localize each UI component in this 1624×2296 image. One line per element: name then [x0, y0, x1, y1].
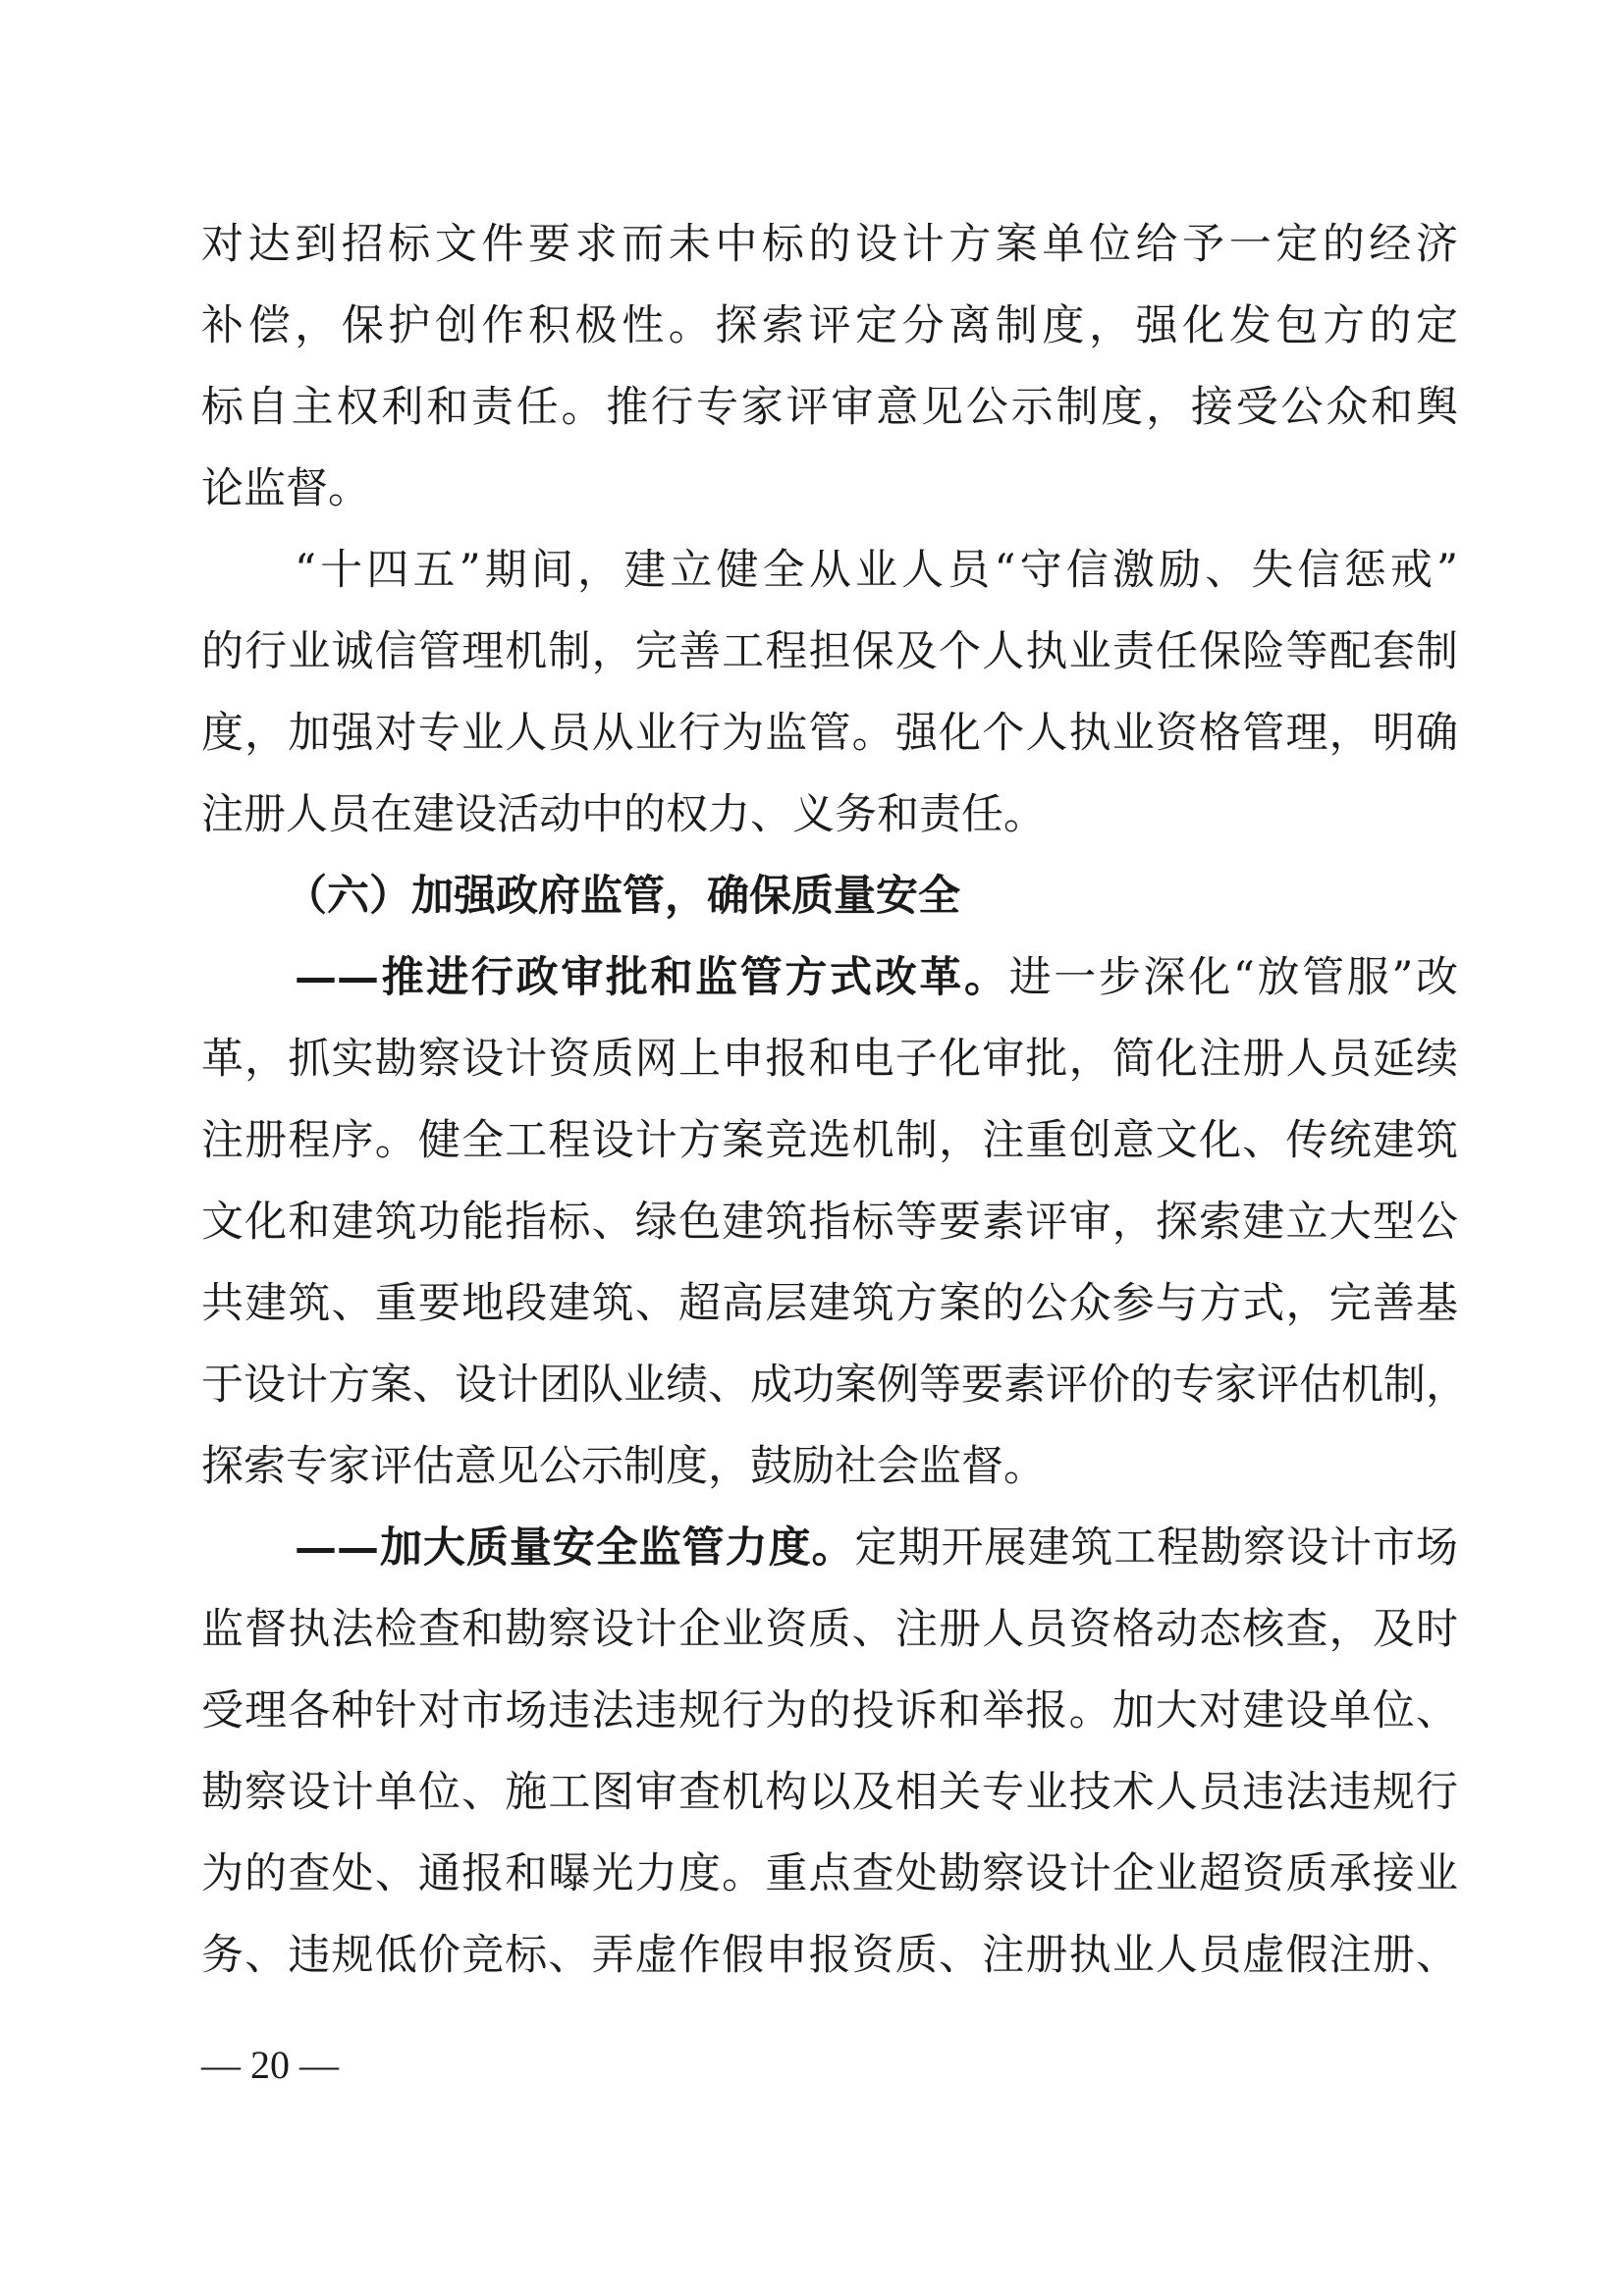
body-text-line: 注册程序。健全工程设计方案竞选机制，注重创意文化、传统建筑 [201, 1116, 1458, 1165]
body-text-line: 文化和建筑功能指标、绿色建筑指标等要素评审，探索建立大型公 [201, 1198, 1458, 1247]
section-heading: （六）加强政府监管，确保质量安全 [285, 872, 960, 921]
body-text-line: 于设计方案、设计团队业绩、成功案例等要素评价的专家评估机制， [201, 1361, 1468, 1410]
body-text-line [295, 953, 1459, 1002]
body-text-line: 度，加强对专业人员从业行为监管。强化个人执业资格管理，明确 [201, 709, 1458, 758]
paragraph-lead-text: 进一步深化“放管服”改 [1008, 953, 1459, 1002]
paragraph-lead-text: 定期开展建筑工程勘察设计市场 [854, 1523, 1459, 1573]
paragraph-lead-bold: ——推进行政审批和监管方式改革。 [295, 953, 1009, 1002]
body-text-line: 标自主权利和责任。推行专家评审意见公示制度，接受公众和舆 [201, 383, 1458, 432]
body-text-line: 的行业诚信管理机制，完善工程担保及个人执业责任保险等配套制 [201, 627, 1458, 676]
body-text-line: 对达到招标文件要求而未中标的设计方案单位给予一定的经济 [201, 220, 1458, 269]
page-number: — 20 — [201, 2043, 339, 2087]
body-text-line: 务、违规低价竞标、弄虚作假申报资质、注册执业人员虚假注册、 [201, 1931, 1458, 1980]
body-text-line: 受理各种针对市场违法违规行为的投诉和举报。加大对建设单位、 [201, 1686, 1458, 1735]
body-text-line: 共建筑、重要地段建筑、超高层建筑方案的公众参与方式，完善基 [201, 1279, 1458, 1328]
body-text-line: 为的查处、通报和曝光力度。重点查处勘察设计企业超资质承接业 [201, 1849, 1458, 1898]
body-text-line: 论监督。 [201, 464, 370, 513]
body-text-line [295, 1523, 1459, 1573]
body-text-line: 注册人员在建设活动中的权力、义务和责任。 [201, 790, 1046, 839]
body-text-line: 勘察设计单位、施工图审查机构以及相关专业技术人员违法违规行 [201, 1768, 1458, 1817]
body-text-line: 补偿，保护创作积极性。探索评定分离制度，强化发包方的定 [201, 301, 1458, 350]
paragraph-lead-bold: ——加大质量安全监管力度。 [295, 1523, 855, 1573]
body-text-line: 革，抓实勘察设计资质网上申报和电子化审批，简化注册人员延续 [201, 1035, 1458, 1084]
body-text-line: “十四五”期间，建立健全从业人员“守信激励、失信惩戒” [295, 546, 1458, 595]
body-text-line: 监督执法检查和勘察设计企业资质、注册人员资格动态核查，及时 [201, 1605, 1458, 1654]
body-text-line: 探索专家评估意见公示制度，鼓励社会监督。 [201, 1442, 1046, 1491]
